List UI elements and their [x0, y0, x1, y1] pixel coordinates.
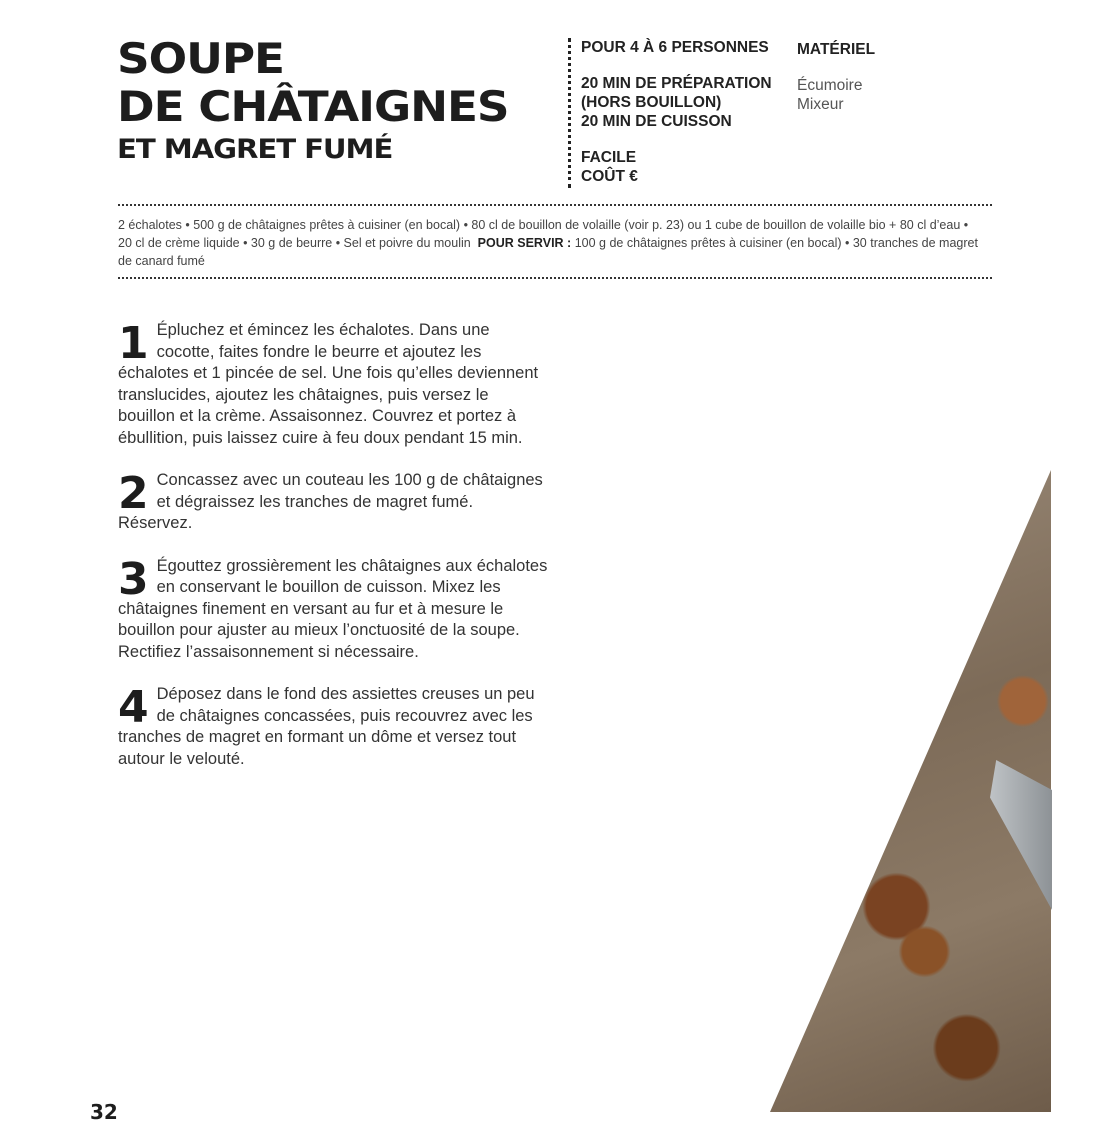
cost: COÛT € — [581, 168, 638, 185]
prep-time: 20 MIN DE PRÉPARATION — [581, 75, 772, 92]
divider — [118, 204, 992, 206]
step-number: 3 — [118, 553, 149, 605]
step-number: 4 — [118, 682, 149, 733]
title-subtitle: ET MAGRET FUMÉ — [117, 134, 393, 165]
divider — [118, 277, 992, 279]
recipe-info — [568, 38, 772, 188]
prep-note: (HORS BOUILLON) — [581, 94, 722, 111]
step — [118, 320, 548, 449]
step-text: Égouttez grossièrement les châtaignes aux échalotes en conservant le bouillon de cuisson. Mixez les châtaignes finement en versant au fur et à mesure le bouillon pour ajuster au mieux l’onctuosité de la soupe. Rectifiez l’assaisonnement si nécessaire. — [118, 556, 548, 661]
title-line-1: SOUPE — [117, 34, 284, 83]
step — [118, 684, 548, 770]
page-number: 32 — [90, 1100, 118, 1124]
step-number: 1 — [118, 318, 149, 369]
cook-time: 20 MIN DE CUISSON — [581, 113, 732, 130]
equipment-item: Mixeur — [797, 96, 844, 113]
equipment-item: Écumoire — [797, 77, 863, 94]
step-text: Déposez dans le fond des assiettes creuses un peu de châtaignes concassées, puis recouvrez avec les tranches de magret en formant un dôme et versez tout autour le velouté. — [118, 685, 535, 768]
step-number: 2 — [118, 468, 149, 519]
servings: POUR 4 À 6 PERSONNES — [581, 39, 769, 56]
step — [118, 470, 548, 535]
title-line-2: DE CHÂTAIGNES — [117, 82, 509, 131]
equipment-heading: MATÉRIEL — [797, 41, 876, 58]
ingredients-serve: 100 g de châtaignes prêtes à cuisiner (en bocal) • 30 tranches de magret de canard fumé — [118, 236, 978, 268]
step-text: Concassez avec un couteau les 100 g de châtaignes et dégraissez les tranches de magret fumé. Réservez. — [118, 471, 543, 532]
difficulty: FACILE — [581, 149, 637, 166]
ingredients — [118, 216, 978, 270]
step-text: Épluchez et émincez les échalotes. Dans une cocotte, faites fondre le beurre et ajoutez les échalotes et 1 pincée de sel. Une fois qu’elles deviennent translucides, ajoutez les châtaignes, puis versez le bouillon et la crème. Assaisonnez. Couvrez et portez à ébullition, puis laissez cuire à feu doux pendant 15 min. — [118, 321, 539, 447]
step — [118, 553, 548, 664]
steps — [118, 320, 548, 791]
recipe-title — [117, 34, 509, 165]
serve-label: POUR SERVIR : — [477, 236, 572, 250]
equipment — [797, 40, 875, 114]
ingredients-main: 2 échalotes • 500 g de châtaignes prêtes à cuisiner (en bocal) • 80 cl de bouillon de volaille (voir p. 23) ou 1 cube de bouillon de volaille bio + 80 cl d’eau • 20 cl de crème liquide • 30 g de beurre • Sel et poivre du moulin — [118, 218, 969, 250]
